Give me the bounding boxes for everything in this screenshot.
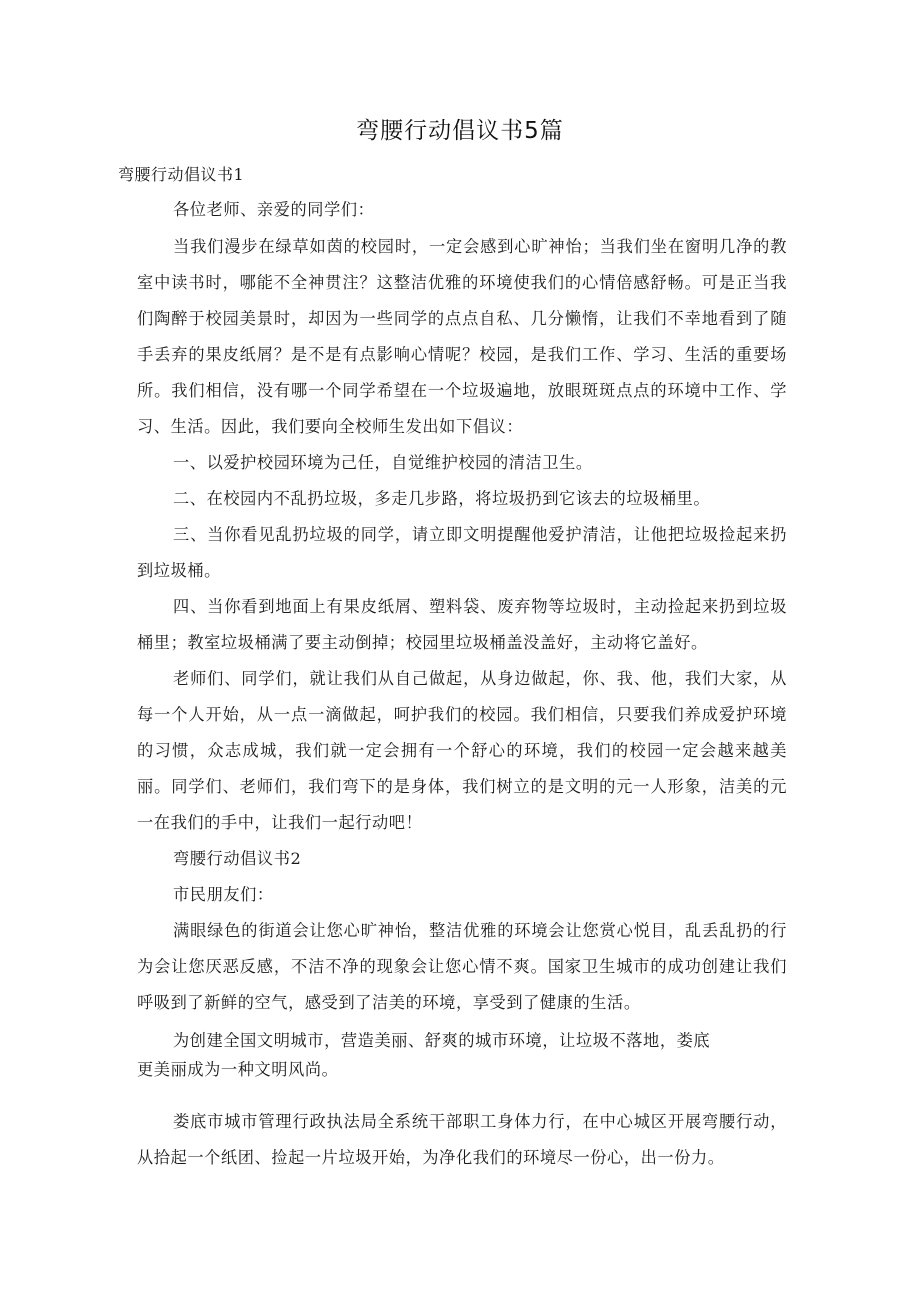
paragraph-city-environment: 满眼绿色的街道会让您心旷神怡，整洁优雅的环境会让您赏心悦目，乱丢乱扔的行为会让您厌恶反感，不洁不净的现象会让您心情不爽。国家卫生城市的成功创建让我们呼吸到了新鲜的空气，感受到了洁美的环境，享受到了健康的生活。	[137, 921, 787, 1013]
greeting-citizens: 市民朋友们：	[173, 885, 274, 904]
greeting-teachers-students: 各位老师、亲爱的同学们：	[173, 200, 375, 219]
proposal-item-1: 一、以爱护校园环境为己任，自觉维护校园的清洁卫生。	[173, 453, 593, 472]
paragraph-intro: 当我们漫步在绿草如茵的校园时，一定会感到心旷神怡；当我们坐在窗明几净的教室中读书时，哪能不全神贯注？这整洁优雅的环境使我们的心情倍感舒畅。可是正当我们陶醉于校园美景时，却因为一些同学的点点自私、几分懒惰，让我们不幸地看到了随手丢弃的果皮纸屑？是不是有点影响心情呢？校园，是我们工作、学习、生活的重要场所。我们相信，没有哪一个同学希望在一个垃圾遍地，放眼斑斑点点的环境中工作、学习、生活。因此，我们要向全校师生发出如下倡议：	[137, 237, 787, 437]
proposal-item-2: 二、在校园内不乱扔垃圾，多走几步路，将垃圾扔到它该去的垃圾桶里。	[173, 489, 711, 508]
proposal-item-4: 四、当你看到地面上有果皮纸屑、塑料袋、废弃物等垃圾时，主动捡起来扔到垃圾桶里；教室垃圾桶满了要主动倒掉；校园里垃圾桶盖没盖好，主动将它盖好。	[137, 597, 787, 653]
proposal-item-3: 三、当你看见乱扔垃圾的同学，请立即文明提醒他爱护清洁，让他把垃圾捡起来扔到垃圾桶。	[137, 525, 787, 581]
paragraph-civilized-city-line2: 更美丽成为一种文明风尚。	[137, 1060, 339, 1079]
paragraph-call-to-action: 老师们、同学们，就让我们从自己做起，从身边做起，你、我、他，我们大家，从每一个人开始，从一点一滴做起，呵护我们的校园。我们相信，只要我们养成爱护环境的习惯，众志成城，我们就一定会拥有一个舒心的环境，我们的校园一定会越来越美丽。同学们、老师们，我们弯下的是身体，我们树立的是文明的元一人形象，洁美的元一在我们的手中，让我们一起行动吧！	[137, 669, 787, 833]
section2-heading: 弯腰行动倡议书2	[173, 849, 302, 868]
paragraph-civilized-city-line1: 为创建全国文明城市，营造美丽、舒爽的城市环境，让垃圾不落地，娄底	[173, 1031, 711, 1050]
document-title: 弯腰行动倡议书5篇	[356, 118, 564, 144]
paragraph-bureau-action: 娄底市城市管理行政执法局全系统干部职工身体力行，在中心城区开展弯腰行动，从拾起一个纸团、捡起一片垃圾开始，为净化我们的环境尽一份心，出一份力。	[137, 1112, 787, 1168]
section1-heading: 弯腰行动倡议书1	[118, 165, 245, 184]
